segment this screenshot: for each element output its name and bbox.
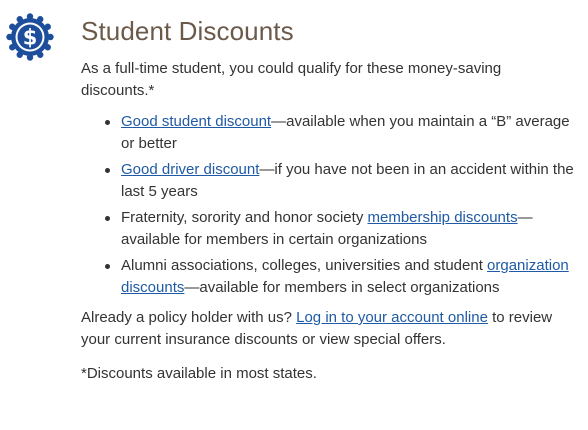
student-discounts-section bbox=[81, 14, 581, 385]
footnote: *Discounts available in most states. bbox=[81, 365, 317, 382]
list-item-good-driver bbox=[121, 159, 581, 203]
list-item-organization bbox=[121, 255, 581, 299]
discount-list bbox=[81, 111, 581, 299]
list-item-membership bbox=[121, 207, 581, 251]
good-driver-discount-link[interactable]: Good driver discount bbox=[121, 161, 260, 178]
page-title: Student Discounts bbox=[81, 16, 294, 46]
svg-text:$: $ bbox=[22, 25, 38, 50]
policy-holder-text bbox=[81, 307, 581, 351]
discount-description: —available for members in certain organizations bbox=[121, 209, 533, 248]
discount-prefix: Fraternity, sorority and honor society bbox=[121, 209, 368, 226]
list-item-good-student bbox=[121, 111, 581, 155]
discount-description: —available when you maintain a “B” average or better bbox=[121, 113, 570, 152]
dollar-badge-icon bbox=[6, 13, 54, 61]
discount-prefix: Alumni associations, colleges, universities and student bbox=[121, 257, 488, 274]
login-account-link[interactable]: Log in to your account online bbox=[296, 309, 488, 326]
organization-discounts-link[interactable]: organization discounts bbox=[121, 257, 569, 296]
discount-description: —if you have not been in an accident within the last 5 years bbox=[121, 161, 574, 200]
membership-discounts-link[interactable]: membership discounts bbox=[367, 209, 518, 226]
policy-suffix: to review your current insurance discounts or view special offers. bbox=[81, 309, 553, 348]
policy-prefix: Already a policy holder with us? bbox=[81, 309, 297, 326]
discount-description: —available for members in select organizations bbox=[184, 279, 500, 296]
good-student-discount-link[interactable]: Good student discount bbox=[121, 113, 272, 130]
intro-text: As a full-time student, you could qualify for these money-saving discounts.* bbox=[81, 60, 502, 99]
